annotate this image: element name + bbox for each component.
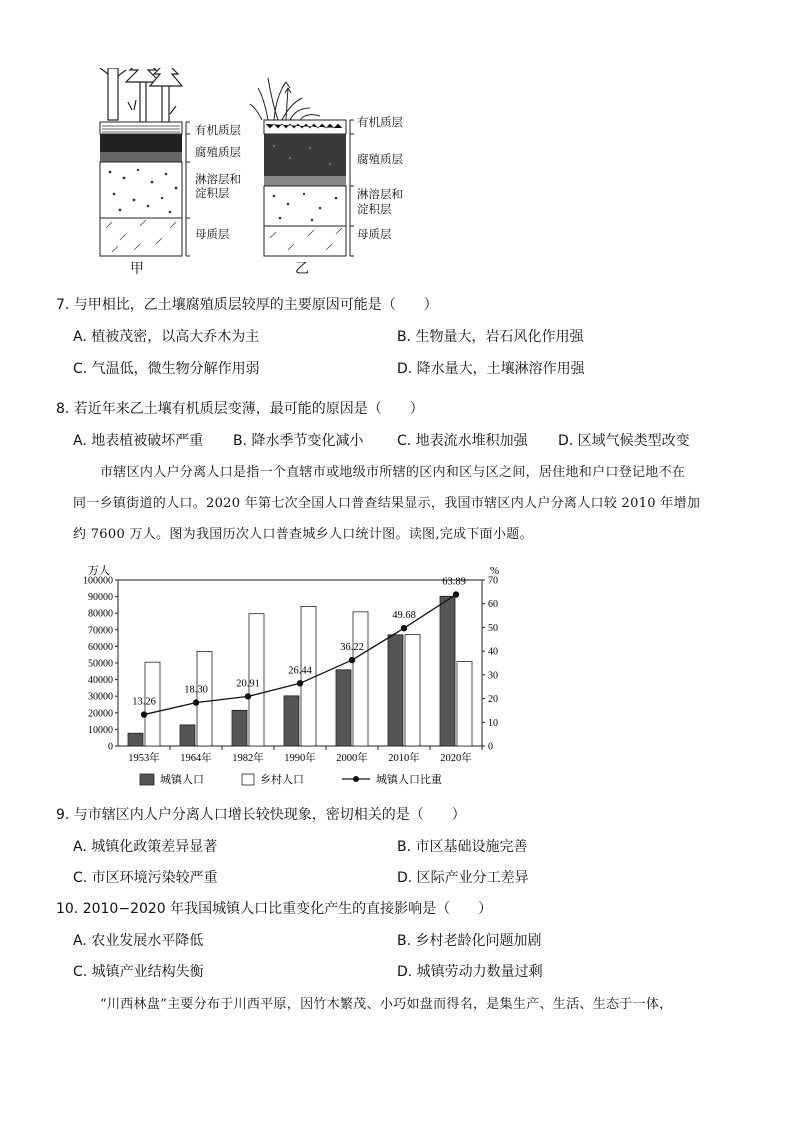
legend-swatch-urban xyxy=(140,774,154,785)
question-10-option-d[interactable]: D. 城镇劳动力数量过剩 xyxy=(397,964,543,980)
tree-illustration xyxy=(100,68,182,122)
soil-b-caption: 乙 xyxy=(295,261,309,277)
left-axis-tick-label: 80000 xyxy=(88,608,113,620)
urban-ratio-point xyxy=(245,693,251,699)
x-axis-tick-label: 2000年 xyxy=(336,753,368,764)
x-axis-tick-label: 1953年 xyxy=(128,753,160,764)
right-axis-tick-label: 60 xyxy=(488,599,498,611)
question-10-stem: 10. 2010−2020 年我国城镇人口比重变化产生的直接影响是（ ） xyxy=(56,901,493,917)
left-axis-unit: 万人 xyxy=(88,565,110,577)
x-axis-tick-label: 2010年 xyxy=(388,753,420,764)
question-9-stem: 9. 与市辖区内人户分离人口增长较快现象，密切相关的是（ ） xyxy=(56,807,466,823)
urban-ratio-point xyxy=(349,657,355,663)
urban-ratio-point xyxy=(141,711,147,717)
urban-ratio-point xyxy=(193,699,199,705)
right-axis-tick-label: 70 xyxy=(488,575,498,587)
question-8-option-b[interactable]: B. 降水季节变化减小 xyxy=(233,433,364,449)
bar-urban-population xyxy=(388,635,403,746)
urban-ratio-point xyxy=(297,680,303,686)
plot-frame xyxy=(118,580,482,746)
bar-urban-population xyxy=(440,596,455,746)
x-axis-tick-label: 2020年 xyxy=(440,753,472,764)
urban-ratio-data-label: 13.26 xyxy=(132,696,156,708)
urban-ratio-data-label: 36.22 xyxy=(340,642,364,654)
urban-ratio-data-label: 63.89 xyxy=(442,576,466,588)
question-7-option-d[interactable]: D. 降水量大，土壤淋溶作用强 xyxy=(397,361,585,377)
urban-ratio-data-label: 18.30 xyxy=(184,684,208,696)
bar-urban-population xyxy=(336,670,351,746)
left-axis-tick-label: 60000 xyxy=(88,641,113,653)
left-axis-tick-label: 90000 xyxy=(88,592,113,604)
soil-a-layer-parent: 母质层 xyxy=(195,227,230,241)
soil-profile-figure xyxy=(90,68,420,278)
soil-a-layer-illuvial: 淀积层 xyxy=(195,186,230,200)
question-10-option-a[interactable]: A. 农业发展水平降低 xyxy=(73,933,204,949)
urban-ratio-data-label: 26.44 xyxy=(288,665,312,677)
passage-2-line-1: “川西林盘”主要分布于川西平原，因竹木繁茂、小巧如盘而得名，是集生产、生活、生态于一体， xyxy=(100,997,673,1012)
x-axis-tick-label: 1990年 xyxy=(284,753,316,764)
bar-rural-population xyxy=(353,612,368,746)
soil-b-layer-leaching: 淋溶层和 xyxy=(357,187,403,201)
left-axis-tick-label: 100000 xyxy=(83,575,113,587)
soil-profile-b xyxy=(250,78,354,256)
question-9-option-b[interactable]: B. 市区基础设施完善 xyxy=(397,839,528,855)
question-9-option-d[interactable]: D. 区际产业分工差异 xyxy=(397,870,529,886)
question-8-option-c[interactable]: C. 地表流水堆积加强 xyxy=(397,433,528,449)
passage-1-line-2: 同一乡镇街道的人口。2020 年第七次全国人口普查结果显示，我国市辖区内人户分离人口较 2010 年增加 xyxy=(73,496,701,511)
right-axis-tick-label: 0 xyxy=(488,741,493,753)
soil-a-layer-leaching: 淋溶层和 xyxy=(195,172,241,186)
soil-b-layer-humus: 腐殖质层 xyxy=(357,152,403,166)
soil-a-layer-humus: 腐殖质层 xyxy=(195,145,241,159)
question-10-option-b[interactable]: B. 乡村老龄化问题加剧 xyxy=(397,933,542,949)
legend-label-urban: 城镇人口 xyxy=(160,774,204,786)
legend-swatch-ratio-point xyxy=(353,776,359,782)
bar-urban-population xyxy=(180,725,195,746)
left-axis-tick-label: 30000 xyxy=(88,691,113,703)
bar-rural-population xyxy=(197,651,212,746)
population-chart xyxy=(70,556,530,796)
question-8-stem: 8. 若近年来乙土壤有机质层变薄，最可能的原因是（ ） xyxy=(56,401,424,417)
right-axis-tick-label: 40 xyxy=(488,646,498,658)
bar-rural-population xyxy=(457,662,472,746)
right-axis-tick-label: 50 xyxy=(488,622,498,634)
right-axis-tick-label: 30 xyxy=(488,670,498,682)
x-axis-tick-label: 1964年 xyxy=(180,753,212,764)
right-axis-tick-label: 20 xyxy=(488,694,498,706)
legend-label-rural: 乡村人口 xyxy=(260,774,304,786)
question-9-option-c[interactable]: C. 市区环境污染较严重 xyxy=(73,870,218,886)
question-7-option-c[interactable]: C. 气温低，微生物分解作用弱 xyxy=(73,361,260,377)
left-axis-tick-label: 0 xyxy=(108,741,113,753)
question-9-option-a[interactable]: A. 城镇化政策差异显著 xyxy=(73,839,218,855)
question-10-option-c[interactable]: C. 城镇产业结构失衡 xyxy=(73,964,204,980)
soil-a-layer-organic: 有机质层 xyxy=(195,123,241,137)
passage-1-line-3: 约 7600 万人。图为我国历次人口普查城乡人口统计图。读图,完成下面小题。 xyxy=(73,527,533,542)
passage-1-line-1: 市辖区内人户分离人口是指一个直辖市或地级市所辖的区内和区与区之间，居住地和户口登记地不在 xyxy=(100,465,686,480)
legend-label-ratio: 城镇人口比重 xyxy=(376,774,442,786)
question-7-option-b[interactable]: B. 生物量大，岩石风化作用强 xyxy=(397,329,584,345)
question-7-stem: 7. 与甲相比，乙土壤腐殖质层较厚的主要原因可能是（ ） xyxy=(56,297,438,313)
bar-rural-population xyxy=(405,635,420,746)
bar-urban-population xyxy=(284,696,299,746)
left-axis-tick-label: 50000 xyxy=(88,658,113,670)
right-axis-tick-label: 10 xyxy=(488,717,498,729)
soil-a-caption: 甲 xyxy=(130,261,144,277)
urban-ratio-point xyxy=(401,625,407,631)
left-axis-tick-label: 70000 xyxy=(88,625,113,637)
question-7-option-a[interactable]: A. 植被茂密，以高大乔木为主 xyxy=(73,329,260,345)
grass-illustration xyxy=(250,78,320,120)
soil-b-layer-organic: 有机质层 xyxy=(357,115,403,129)
soil-b-layer-illuvial: 淀积层 xyxy=(357,202,392,216)
bar-urban-population xyxy=(232,710,247,746)
left-axis-tick-label: 40000 xyxy=(88,675,113,687)
left-axis-tick-label: 10000 xyxy=(88,724,113,736)
right-axis-unit: % xyxy=(490,565,500,577)
soil-profile-a xyxy=(100,68,190,256)
question-8-option-d[interactable]: D. 区域气候类型改变 xyxy=(558,433,690,449)
left-axis-tick-label: 20000 xyxy=(88,708,113,720)
bar-urban-population xyxy=(128,733,143,746)
urban-ratio-data-label: 20.91 xyxy=(236,678,260,690)
x-axis-tick-label: 1982年 xyxy=(232,753,264,764)
soil-b-layer-parent: 母质层 xyxy=(357,227,392,241)
question-8-option-a[interactable]: A. 地表植被破坏严重 xyxy=(73,433,204,449)
urban-ratio-point xyxy=(453,591,459,597)
urban-ratio-data-label: 49.68 xyxy=(392,610,416,622)
legend-swatch-rural xyxy=(242,774,254,785)
